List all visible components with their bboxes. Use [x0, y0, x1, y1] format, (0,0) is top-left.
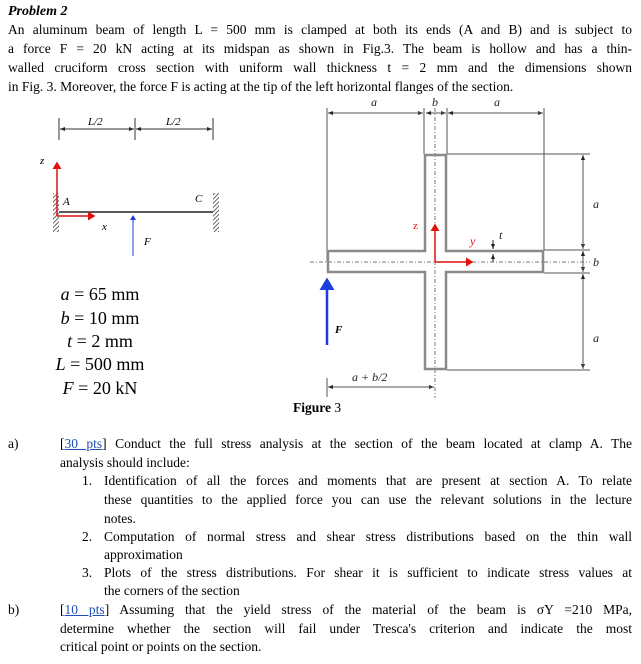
dim-offset-label: a + b/2 — [352, 370, 388, 384]
clamp-c-wall — [213, 193, 219, 232]
param-f: F = 20 kN — [62, 378, 138, 398]
item-line: approximation — [104, 547, 183, 562]
item-number: 1. — [82, 473, 93, 488]
section-z-label: z — [413, 220, 418, 232]
dim-a-top-right: a — [494, 95, 500, 109]
part-b-points: 10 pts — [64, 602, 105, 617]
param-b: b = 10 mm — [60, 308, 140, 328]
item-number: 3. — [82, 565, 93, 580]
dim-a-right-top: a — [593, 197, 599, 211]
dim-label-right: L/2 — [166, 116, 181, 128]
param-l: L = 500 mm — [55, 354, 145, 374]
dim-b-right: b — [593, 255, 599, 269]
part-b-label: b) — [8, 602, 20, 617]
section-dimension-lines — [327, 108, 590, 397]
dim-label-left: L/2 — [88, 116, 103, 128]
x-label: x — [102, 221, 107, 233]
item-line: Identification of all the forces and moments that are present at section A. To relate — [104, 473, 632, 488]
part-a-label: a) — [8, 436, 19, 451]
point-a-label: A — [63, 196, 70, 208]
part-b-line: critical point or points on the section. — [60, 639, 262, 654]
item-line: these quantities to the applied force you can use the relevant solutions in the lecture — [104, 492, 632, 507]
section-force-label: F — [335, 324, 343, 336]
dim-b-top: b — [432, 95, 438, 109]
intro-line: An aluminum beam of length L = 500 mm is clamped at both its ends (A and B) and is subject to — [8, 22, 632, 37]
item-line: notes. — [104, 511, 136, 526]
intro-line: walled cruciform cross section with uniform wall thickness t = 2 mm and the dimensions shown — [8, 60, 632, 75]
force-label: F — [144, 236, 151, 248]
part-a-line: analysis should include: — [60, 455, 190, 470]
param-a: a = 65 mm — [60, 284, 140, 304]
item-line: Computation of normal stress and shear stress distributions based on the thin wall — [104, 529, 632, 544]
part-a-points: 30 pts — [64, 436, 103, 451]
part-b-line: determine whether the section will fail under Tresca's criterion and indicate the most — [60, 621, 632, 636]
item-number: 2. — [82, 529, 93, 544]
span-dimension — [59, 118, 213, 140]
intro-line: in Fig. 3. Moreover, the force F is acting at the tip of the left horizontal flanges of the section. — [8, 79, 514, 94]
dim-a-top-left: a — [371, 95, 377, 109]
problem-title: Problem 2 — [8, 4, 68, 19]
part-a-line: [30 pts] Conduct the full stress analysis at the section of the beam located at clamp A. The — [60, 436, 632, 451]
part-b-line: [10 pts] Assuming that the yield stress of the material of the beam is σY =210 MPa, — [60, 602, 632, 617]
figure-caption: Figure 3 — [293, 400, 342, 415]
item-line: Plots of the stress distributions. For shear it is sufficient to indicate stress values at — [104, 565, 632, 580]
dim-t-label: t — [499, 228, 503, 242]
z-label: z — [40, 155, 45, 167]
dim-a-right-bottom: a — [593, 331, 599, 345]
section-y-label: y — [470, 234, 476, 248]
point-c-label: C — [195, 193, 203, 205]
clamp-a-wall — [53, 193, 59, 232]
item-line: the corners of the section — [104, 583, 240, 598]
param-t: t = 2 mm — [67, 331, 133, 351]
intro-line: a force F = 20 kN acting at its midspan as shown in Fig.3. The beam is hollow and has a thin- — [8, 41, 632, 56]
